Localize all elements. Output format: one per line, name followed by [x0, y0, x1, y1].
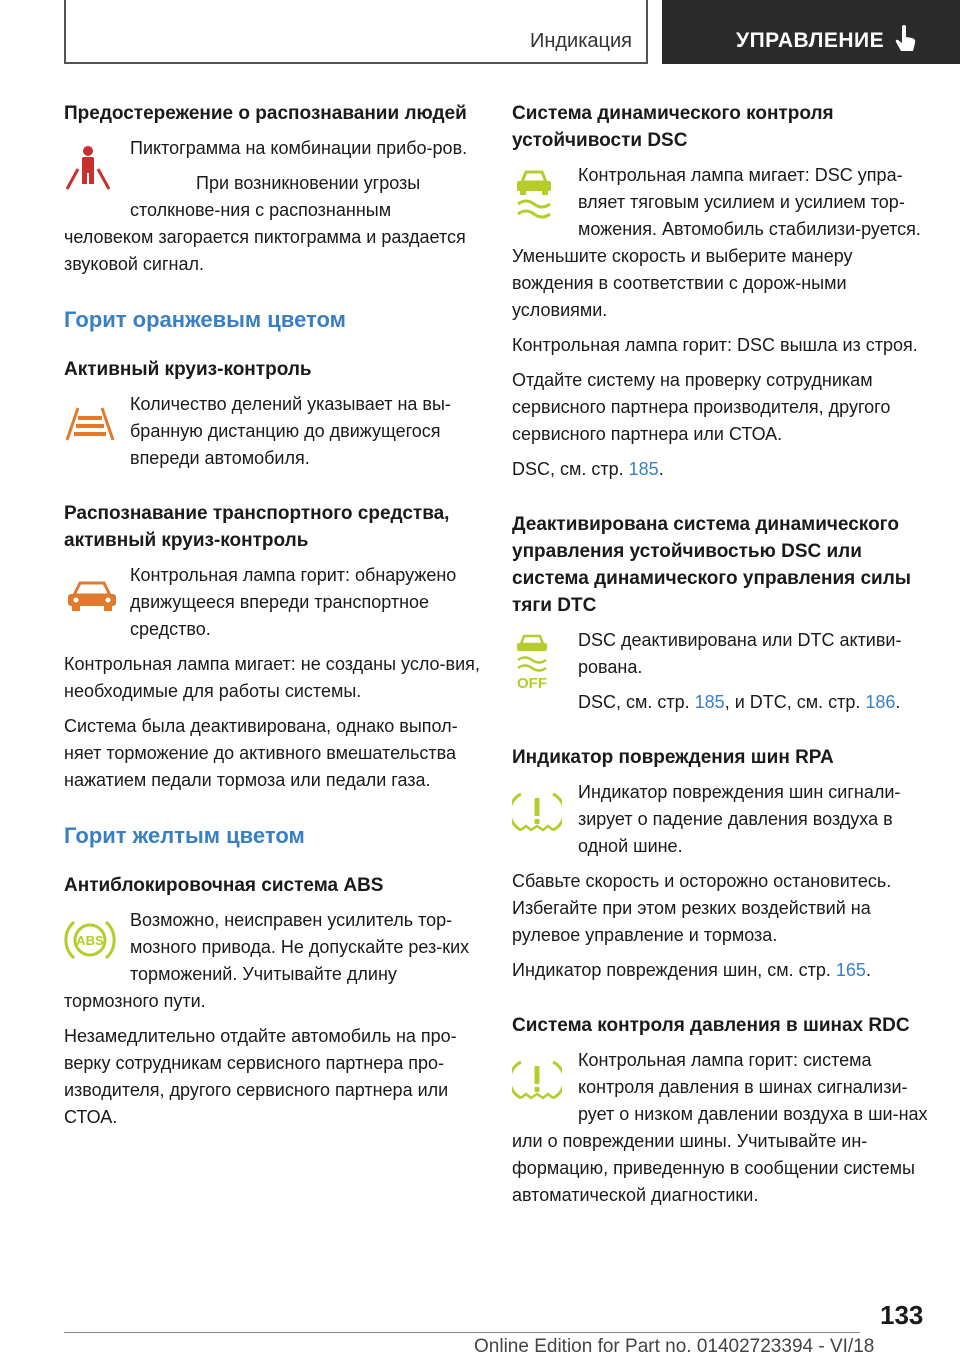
rpa-reference: Индикатор повреждения шин, см. стр. 165. [512, 960, 871, 980]
chapter-tab[interactable] [662, 0, 960, 64]
dsc-entry [512, 162, 932, 332]
dsc-text-3: Отдайте систему на проверку сотрудникам сервисного партнера производителя, другого сервисного партнера или СТОА. [512, 370, 891, 444]
tire-damage-icon [512, 779, 578, 845]
acc-text-1: Количество делений указывает на вы-бранную дистанцию до движущегося впереди автомобиля. [130, 394, 451, 468]
rdc-entry [512, 1047, 932, 1217]
dsc-off-reference: DSC, см. стр. 185, и DTC, см. стр. 186. [578, 692, 901, 712]
dsc-off-entry [512, 627, 932, 724]
dsc-off-title: Деактивирована система динамического управления устойчивостью DSC или система динамического управления силы тяги DTC [512, 514, 912, 616]
dsc-title: Система динамического контроля устойчивости DSC [512, 103, 834, 151]
rpa-title: Индикатор повреждения шин RPA [512, 747, 834, 768]
dsc-off-text-1: DSC деактивирована или DTC активи-рована. [578, 630, 902, 677]
abs-icon [64, 907, 130, 973]
rdc-text-1: Контрольная лампа горит: система контроля давления в шинах сигнализи-рует о низком давлении воздуха в ши-нах или о повреждении шины. Учитывайте ин-формацию, приведенную в сообщении системы автоматической диагностики. [512, 1050, 928, 1205]
svg-text:ABS: ABS [76, 933, 104, 948]
acc-entry [64, 391, 482, 480]
footer-divider [64, 1332, 860, 1333]
right-column [512, 100, 932, 1217]
dsc-text-1: Контрольная лампа мигает: DSC упра-вляет тяговым усилием и усилием тор-можения. Автомобиль стабилизи-руется. Уменьшите скорость и выберите манеру вождения в соответствии с дорож-ными условиями. [512, 165, 921, 320]
pedestrian-warning-title: Предостережение о распознавании людей [64, 103, 467, 124]
vehicle-detection-title: Распознавание транспортного средства, активный круиз-контроль [64, 503, 450, 551]
rpa-entry [512, 779, 932, 868]
tire-pressure-icon [512, 1047, 578, 1113]
abs-text-2: Незамедлительно отдайте автомобиль на про-верку сотрудникам сервисного партнера про-изводителя, другого сервисного партнера или СТОА. [64, 1026, 457, 1127]
left-column [64, 100, 482, 1139]
dsc-icon [512, 162, 578, 228]
vehicle-detection-text-1: Контрольная лампа горит: обнаружено движущееся впереди транспортное средство. [130, 565, 457, 639]
chapter-label: УПРАВЛЕНИЕ [736, 29, 885, 52]
dsc-reference: DSC, см. стр. 185. [512, 459, 664, 479]
vehicle-detection-text-3: Система была деактивирована, однако выпол-няет торможение до активного вмешательства нажатием педали тормоза или педали газа. [64, 716, 458, 790]
pedestrian-warning-icon [64, 135, 130, 201]
orange-section-heading: Горит оранжевым цветом [64, 307, 346, 332]
cruise-distance-icon [64, 391, 130, 457]
section-title: Индикация [529, 30, 632, 52]
pedestrian-warning-text-2: При возникновении угрозы столкнове-ния с распознанным человеком загорается пиктограмма и раздается звуковой сигнал. [64, 173, 466, 274]
page-number: 133 [880, 1300, 924, 1330]
svg-text:OFF: OFF [517, 675, 547, 692]
rpa-text-1: Индикатор повреждения шин сигнали-зирует о падение давления воздуха в одной шине. [578, 782, 901, 856]
abs-title: Антиблокировочная система ABS [64, 875, 384, 896]
dsc-off-page-link-1[interactable]: 185 [694, 692, 725, 712]
rpa-page-link[interactable]: 165 [835, 960, 866, 980]
rdc-title: Система контроля давления в шинах RDC [512, 1015, 910, 1036]
footer-edition: Online Edition for Part no. 01402723394 - VI/18 [474, 1336, 875, 1357]
vehicle-detection-entry [64, 562, 482, 651]
dtc-page-link[interactable]: 186 [865, 692, 896, 712]
pedestrian-warning-entry [64, 135, 482, 286]
header-section-box [64, 0, 648, 64]
vehicle-detection-text-2: Контрольная лампа мигает: не созданы усло-вия, необходимые для работы системы. [64, 654, 480, 701]
dsc-off-icon [512, 627, 578, 697]
dsc-page-link[interactable]: 185 [628, 459, 659, 479]
dsc-text-2: Контрольная лампа горит: DSC вышла из строя. [512, 335, 918, 355]
yellow-section-heading: Горит желтым цветом [64, 823, 305, 848]
abs-text-1: Возможно, неисправен усилитель тор-мозного привода. Не допускайте рез-ких торможений. Учитывайте длину тормозного пути. [64, 910, 470, 1011]
abs-entry [64, 907, 482, 1023]
rpa-text-2: Сбавьте скорость и осторожно остановитесь. Избегайте при этом резких воздействий на рулевое управление и тормоза. [512, 871, 892, 945]
acc-title: Активный круиз-контроль [64, 359, 312, 380]
pedestrian-warning-text-1: Пиктограмма на комбинации прибо-ров. [130, 138, 468, 158]
vehicle-detected-icon [64, 562, 130, 628]
hand-pointer-icon [894, 24, 918, 54]
